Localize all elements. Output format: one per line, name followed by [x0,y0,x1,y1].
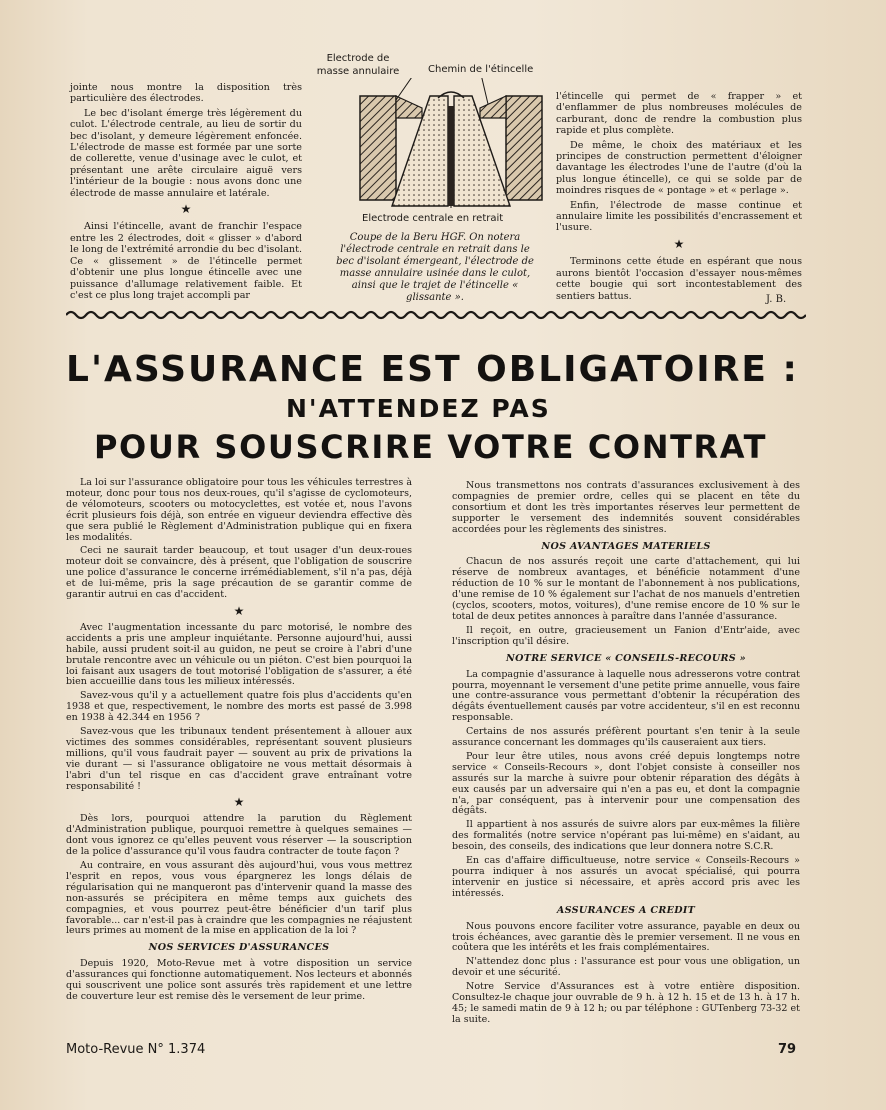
star-separator: ★ [180,202,192,217]
spark-plug-cross-section [352,78,550,208]
section-heading: NOTRE SERVICE « CONSEILS-RECOURS » [506,652,746,664]
paragraph: Il appartient à nos assurés de suivre alors par eux-mêmes la filière des formalités (notre service n'opérant pas lui-même) en s'aidant, au besoin, des conseils, des indications que leur donnera notre S.C.R. [452,819,800,853]
page-number: 79 [778,1042,797,1057]
headline-line-2: N'ATTENDEZ PAS [286,394,551,423]
paragraph: En cas d'affaire difficultueuse, notre service « Conseils-Recours » pourra indiquer à nos assurés un avocat spécialisé, qui pourra intervenir en justice si nécessaire, et après accord pris avec les intéressés. [452,855,800,899]
headline-line-3: POUR SOUSCRIRE VOTRE CONTRAT [94,428,768,466]
paragraph: Enfin, l'électrode de masse continue et annulaire limite les possibilités d'encrassement et l'usure. [556,199,802,234]
article-left-column [66,478,412,1006]
paragraph: Nous transmettons nos contrats d'assurances exclusivement à des compagnies de premier ordre, celles qui se placent en tête du consortium et dont les très importantes réserves leur permettent de supporter le versement des indemnités souvent considérables accordées pour les règlements des sinistres. [452,480,800,535]
paragraph: Certains de nos assurés préfèrent pourtant s'en tenir à la seule assurance concernant les dommages qu'ils causeraient aux tiers. [452,726,800,749]
paragraph: Chacun de nos assurés reçoit une carte d'attachement, qui lui réserve de nombreux avantages, et bénéficie notamment d'une réduction de 10 % sur le montant de l'abonnement à nos publications, d'une remise de 10 % également sur l'achat de nos manuels d'entretien (cyclos, scooters, motos, voitures), d'une remise encore de 10 % sur le total de deux petites annonces à paraître dans l'année d'assurance. [452,556,800,622]
paragraph: De même, le choix des matériaux et les principes de construction permettent d'éloigner davantage les électrodes l'une de l'autre (d'où la plus longue étincelle), ce qui se solde par de moindres risques de « pontage » et « perlage ». [556,139,802,197]
paragraph: Depuis 1920, Moto-Revue met à votre disposition un service d'assurances qui fonctionne automatiquement. Nos lecteurs et abonnés qui souscrivent une police sont assurés très rapidement et une lettre de couverture leur est remise dès le versement de leur prime. [66,958,412,1002]
diagram-caption: Coupe de la Beru HGF. On notera l'électrode centrale en retrait dans le bec d'isolant émergeant, l'électrode de masse annulaire usinée dans le culot, ainsi que le trajet de l'étincelle « glissante ». [336,232,534,303]
diagram-label-ground-electrode: Electrode de masse annulaire [316,53,400,77]
paragraph: Ainsi l'étincelle, avant de franchir l'espace entre les 2 électrodes, doit « glisser » d'abord le long de l'extrémité arrondie du bec d'isolant. Ce « glissement » de l'étincelle permet d'obtenir une plus longue étincelle avec une puissance d'allumage relativement faible. Et c'est ce plus long trajet accompli par [70,221,302,301]
paragraph: La loi sur l'assurance obligatoire pour tous les véhicules terrestres à moteur, donc pour tous nos deux-roues, qu'il s'agisse de cyclomoteurs, de vélomoteurs, scooters ou motocyclettes, est votée et, nous l'avons écrit plusieurs fois déjà, son entrée en vigueur deviendra effective dès que sera publié le Règlement d'Administration publique qui en fixera les modalités. [66,477,412,543]
headline-line-1: L'ASSURANCE EST OBLIGATOIRE : [66,349,799,390]
paragraph: Notre Service d'Assurances est à votre entière disposition. Consultez-le chaque jour ouvrable de 9 h. à 12 h. 15 et de 13 h. à 17 h. 45; le samedi matin de 9 à 12 h; ou par téléphone : GUTenberg 73-32 et la suite. [452,981,800,1025]
paragraph: Nous pouvons encore faciliter votre assurance, payable en deux ou trois échéances, avec garantie dès le premier versement. Il ne vous en coûtera que les intérêts et les frais complémentaires. [452,920,800,954]
diagram-label-center-electrode: Electrode centrale en retrait [362,213,504,224]
wavy-divider [66,308,806,322]
top-right-column [556,91,802,305]
section-heading: NOS AVANTAGES MATERIELS [541,540,711,552]
paragraph: Le bec d'isolant émerge très légèrement du culot. L'électrode centrale, au lieu de sortir du bec d'isolant, y demeure légèrement enfoncée. L'électrode de masse est formée par une sorte de collerette, venue d'usinage avec le culot, et présentant une arête circulaire aiguë vers l'intérieur de la bougie : nous avons donc une électrode de masse annulaire et latérale. [70,107,302,199]
paragraph: Terminons cette étude en espérant que nous aurons bientôt l'occasion d'essayer nous-mêmes cette bougie qui sort incontestablement des sentiers battus. [556,256,802,302]
author-signature: J. B. [766,294,787,305]
paragraph: Il reçoit, en outre, gracieusement un Fanion d'Entr'aide, avec l'inscription qu'il désire. [452,624,800,647]
star-separator: ★ [233,795,245,810]
paragraph: jointe nous montre la disposition très particulière des électrodes. [70,82,302,105]
paragraph: N'attendez donc plus : l'assurance est pour vous une obligation, un devoir et une sécurité. [452,956,800,979]
paragraph: Au contraire, en vous assurant dès aujourd'hui, vous vous mettrez l'esprit en repos, vous vous épargnerez les longs délais de régularisation qui ne manqueront pas d'intervenir quand la masse des non-assurés se précipitera en même temps aux guichets des compagnies, et vous pourrez peut-être bénéficier d'un tarif plus favorable... car n'est-il pas à craindre que les compagnies ne réajustent leurs primes au moment de la mise en application de la loi ? [66,860,412,937]
paragraph: La compagnie d'assurance à laquelle nous adresserons votre contrat pourra, moyennant le versement d'une petite prime annuelle, vous faire une contre-assurance vous permettant d'obtenir la récupération des dégâts éventuellement causés par votre accidenteur, s'il en est reconnu responsable. [452,668,800,724]
star-separator: ★ [673,236,685,251]
footer-issue: Moto-Revue N° 1.374 [66,1042,206,1057]
article-right-column [452,481,800,1029]
paragraph: Avec l'augmentation incessante du parc motorisé, le nombre des accidents a pris une ampleur inquiétante. Personne aujourd'hui, aussi habile, aussi prudent soit-il au guidon, ne peut se croire à l'abri d'une brutale rencontre avec un véhicule ou un piéton. C'est bien pourquoi la loi faisant aux usagers de tout motorisé l'obligation de s'assurer, a été bien accueillie dans tous les milieux intéressés. [66,621,412,688]
top-left-column [70,82,302,304]
star-separator: ★ [233,603,245,618]
paragraph: Savez-vous que les tribunaux tendent présentement à allouer aux victimes des sommes considérables, représentant souvent plusieurs millions, qu'il vous faudrait payer — souvent au prix de privations la vie durant — si l'assurance obligatoire ne vous mettait désormais à l'abri d'un tel risque en cas d'accident grave entraînant votre responsabilité ! [66,726,412,792]
paragraph: l'étincelle qui permet de « frapper » et d'enflammer de plus nombreuses molécules de carburant, donc de rendre la combustion plus rapide et plus complète. [556,91,802,137]
diagram-label-spark-path: Chemin de l'étincelle [428,64,534,75]
section-heading: NOS SERVICES D'ASSURANCES [148,942,330,954]
section-heading: ASSURANCES A CREDIT [556,904,696,916]
paragraph: Ceci ne saurait tarder beaucoup, et tout usager d'un deux-roues moteur doit se convaincre, dès à présent, que l'obligation de souscrire une police d'assurance le concerne irrémédiablement, s'il n'a pas, déjà et de lui-même, pris la sage précaution de se garantir comme de garantir autrui en cas d'accident. [66,545,412,601]
paragraph: Savez-vous qu'il y a actuellement quatre fois plus d'accidents qu'en 1938 et que, respectivement, le nombre des morts est passé de 3.998 en 1938 à 42.344 en 1956 ? [66,690,412,724]
paragraph: Dès lors, pourquoi attendre la parution du Règlement d'Administration publique, pourquoi remettre à quelques semaines — dont vous ignorez ce qu'elles peuvent vous réserver — la souscription de la police d'assurance qu'il vous faudra contracter de toute façon ? [66,813,412,858]
paragraph: Pour leur être utiles, nous avons créé depuis longtemps notre service « Conseils-Recours », dont l'objet consiste à conseiller nos assurés sur la marche à suivre pour obtenir réparation des dégâts à eux causés par un adversaire qui n'en a pas eu, et dont la compagnie n'a, par conséquent, pas à intervenir pour une compensation des dégâts. [452,750,800,817]
